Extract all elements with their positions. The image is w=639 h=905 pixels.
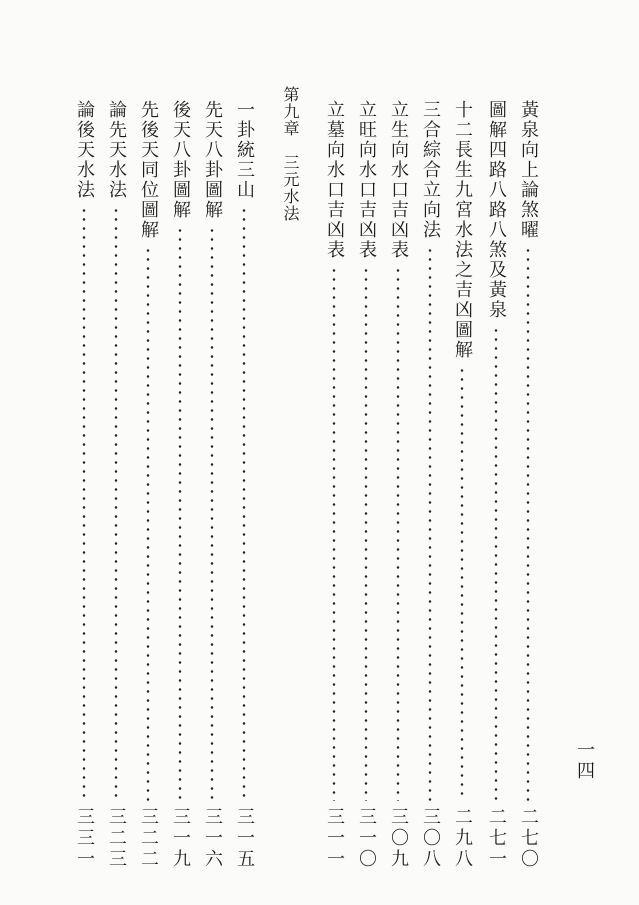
toc-entry	[200, 100, 224, 870]
toc-entry-page: 三二三	[106, 807, 127, 870]
dot-leader	[72, 206, 96, 801]
toc-entry-title: 黃泉向上論煞曜	[518, 100, 539, 240]
toc-entry-page: 二七〇	[518, 807, 539, 870]
dot-leader	[418, 246, 442, 801]
toc-entry-title: 圖解四路八路八煞及黃泉	[486, 100, 507, 320]
toc-entry-page: 二九八	[452, 807, 473, 870]
dot-leader	[136, 246, 160, 801]
toc-entry-page: 二七一	[486, 807, 507, 870]
toc-entry-title: 先後天同位圖解	[138, 100, 159, 240]
toc-entry-title: 立旺向水口吉凶表	[356, 100, 377, 260]
toc-entry	[450, 100, 474, 870]
toc-entry	[484, 100, 508, 870]
toc-entry-title: 先天八卦圖解	[202, 100, 223, 220]
dot-leader	[104, 206, 128, 801]
toc-entry-page: 三一六	[202, 807, 223, 870]
toc-entry-title: 三合綜合立向法	[420, 100, 441, 240]
dot-leader	[168, 226, 192, 801]
chapter-heading: 第九章 三元水法	[281, 86, 300, 222]
toc-entry-page: 三〇八	[420, 807, 441, 870]
dot-leader	[386, 266, 410, 801]
toc-entry-title: 後天八卦圖解	[170, 100, 191, 220]
toc-entry-title: 論先天水法	[106, 100, 127, 200]
toc-entry	[168, 100, 192, 870]
dot-leader	[322, 266, 346, 801]
folio-page-number: 一四	[574, 740, 595, 782]
toc-entry	[232, 100, 256, 870]
toc-entry	[104, 100, 128, 870]
dot-leader	[450, 366, 474, 801]
dot-leader	[516, 246, 540, 801]
toc-entry-page: 三一九	[170, 807, 191, 870]
dot-leader	[484, 326, 508, 801]
toc-entry	[136, 100, 160, 870]
toc-entry	[418, 100, 442, 870]
toc-entry	[516, 100, 540, 870]
toc-entry	[386, 100, 410, 870]
toc-entry-page: 三〇九	[388, 807, 409, 870]
dot-leader	[200, 226, 224, 801]
toc-entry-page: 三一〇	[356, 807, 377, 870]
toc-entry	[72, 100, 96, 870]
toc-entry-page: 三一五	[234, 807, 255, 870]
toc-entry-title: 一卦統三山	[234, 100, 255, 200]
toc-entry-page: 三一一	[324, 807, 345, 870]
toc-entry-title: 立墓向水口吉凶表	[324, 100, 345, 260]
toc-entry-page: 三二二	[138, 807, 159, 870]
toc-entry-page: 三三一	[74, 807, 95, 870]
dot-leader	[354, 266, 378, 801]
toc-entry-title: 論後天水法	[74, 100, 95, 200]
toc-entry-title: 立生向水口吉凶表	[388, 100, 409, 260]
toc-entry	[322, 100, 346, 870]
toc-entry-title: 十二長生九宮水法之吉凶圖解	[452, 100, 473, 360]
dot-leader	[232, 206, 256, 801]
toc-entry	[354, 100, 378, 870]
